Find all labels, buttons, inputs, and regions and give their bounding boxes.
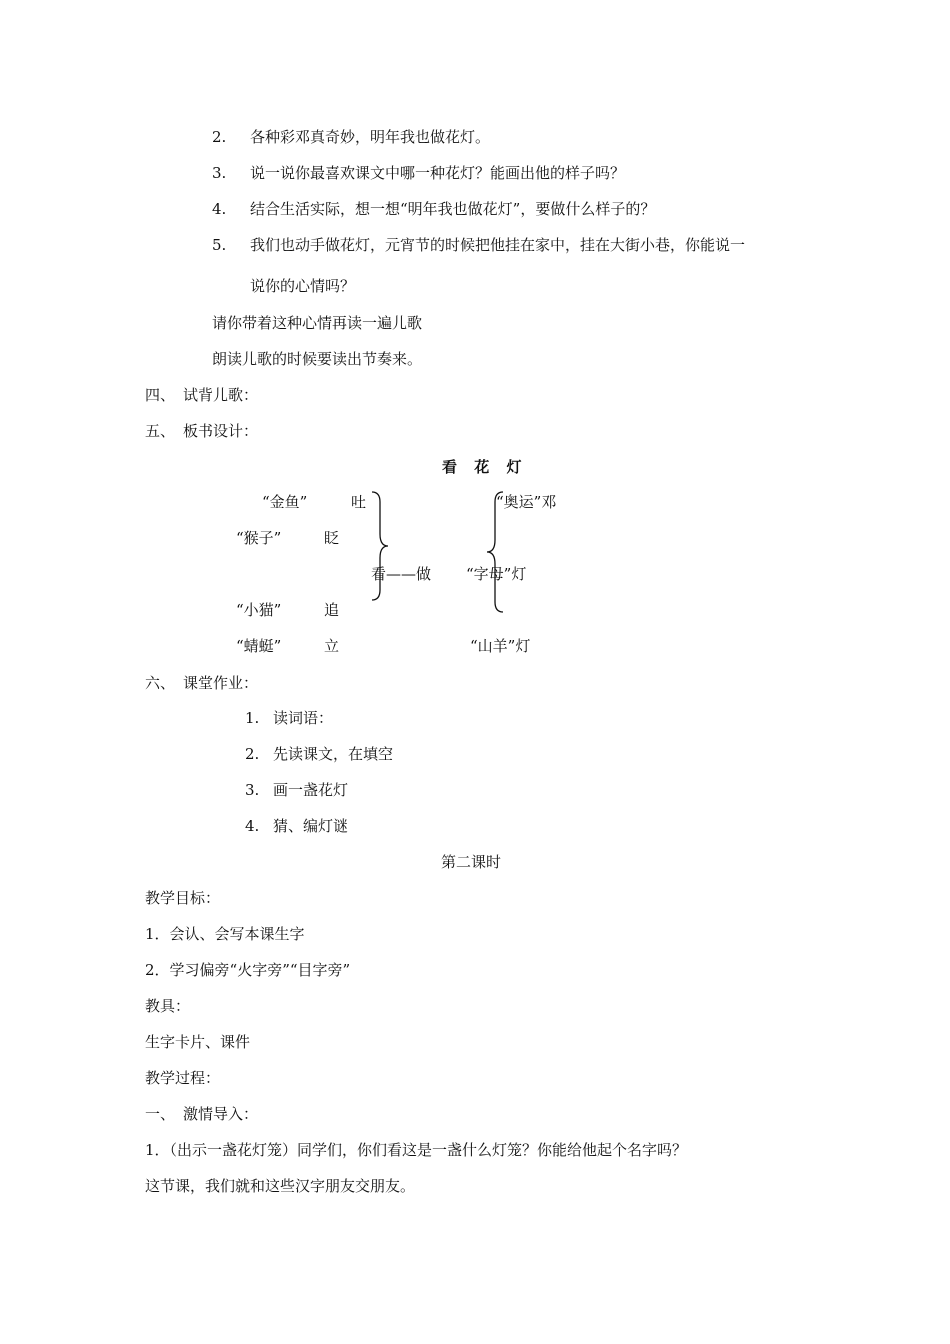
- board-word: “蜻蜓”: [236, 637, 282, 655]
- paragraph: 朗读儿歌的时候要读出节奏来。: [212, 350, 423, 368]
- board-lantern: “奥运”邓: [496, 493, 557, 511]
- board-verb: 追: [324, 601, 340, 619]
- tools-label: 教具：: [145, 997, 191, 1015]
- paragraph: 请你带着这种心情再读一遍儿歌: [212, 314, 423, 332]
- board-verb: 立: [324, 637, 340, 655]
- board-lantern: “山羊”灯: [470, 637, 531, 655]
- right-brace-icon: [370, 490, 390, 602]
- goal-item: 1．会认、会写本课生字: [145, 925, 305, 943]
- list-item-continuation: 说你的心情吗？: [250, 277, 356, 295]
- goal-label: 教学目标：: [145, 889, 221, 907]
- section-heading: 六、 课堂作业：: [145, 674, 259, 692]
- lesson-heading: 第二课时: [441, 853, 502, 871]
- goal-item: 2．学习偏旁“火字旁”“目字旁”: [145, 961, 351, 979]
- section-heading: 五、 板书设计：: [145, 422, 259, 440]
- list-item: 2. 先读课文，在填空: [245, 745, 394, 763]
- paragraph: 1．（出示一盏花灯笼）同学们，你们看这是一盏什么灯笼？你能给他起个名字吗？: [145, 1141, 688, 1159]
- board-word: “金鱼”: [262, 493, 308, 511]
- board-verb: 吐: [351, 493, 367, 511]
- board-word: “猴子”: [236, 529, 282, 547]
- list-item: 5. 我们也动手做花灯，元宵节的时候把他挂在家中，挂在大街小巷，你能说一: [212, 236, 746, 254]
- paragraph: 这节课，我们就和这些汉字朋友交朋友。: [145, 1177, 416, 1195]
- list-item: 1. 读词语：: [245, 709, 334, 727]
- board-verb: 眨: [324, 529, 340, 547]
- list-item: 2. 各种彩邓真奇妙，明年我也做花灯。: [212, 128, 491, 146]
- board-lantern: “字母”灯: [466, 565, 527, 583]
- tools-text: 生字卡片、课件: [145, 1033, 251, 1051]
- board-title: 看 花 灯: [442, 458, 528, 476]
- section-heading: 四、 试背儿歌：: [145, 386, 259, 404]
- process-label: 教学过程：: [145, 1069, 221, 1087]
- step-heading: 一、 激情导入：: [145, 1105, 259, 1123]
- board-word: “小猫”: [236, 601, 282, 619]
- list-item: 3. 说一说你最喜欢课文中哪一种花灯？能画出他的样子吗？: [212, 164, 626, 182]
- list-item: 4. 结合生活实际，想一想“明年我也做花灯”，要做什么样子的？: [212, 200, 656, 218]
- list-item: 3. 画一盏花灯: [245, 781, 349, 799]
- board-center: 看——做: [371, 565, 432, 583]
- list-item: 4. 猜、编灯谜: [245, 817, 349, 835]
